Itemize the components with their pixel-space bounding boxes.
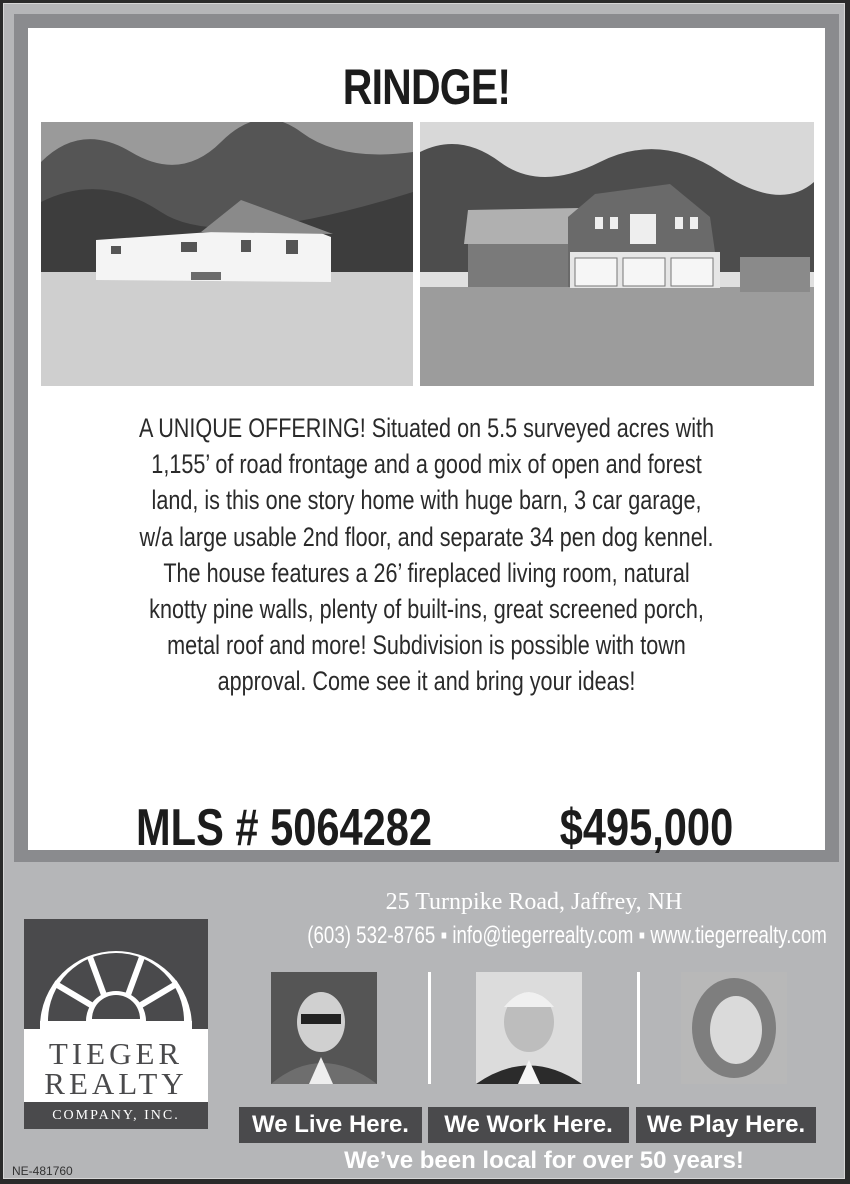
listing-panel [14, 14, 839, 862]
mls-price-row [28, 798, 825, 858]
divider [637, 972, 640, 1084]
phone-number[interactable]: (603) 532-8765 [307, 922, 436, 949]
ad-id: NE-481760 [12, 1164, 73, 1178]
listing-card [28, 28, 825, 857]
house-photo [41, 122, 413, 386]
slogan-work: We Work Here. [428, 1107, 629, 1143]
description-line: knotty pine walls, plenty of built-ins, great screened porch, [149, 594, 704, 625]
description-line: land, is this one story home with huge barn, 3 car garage, [151, 485, 702, 516]
mls-number: MLS # 5064282 [135, 799, 432, 857]
divider [428, 972, 431, 1084]
price: $495,000 [559, 799, 733, 857]
description-line: metal roof and more! Subdivision is possible with town [167, 630, 686, 661]
description-line: The house features a 26’ fireplaced living room, natural [163, 557, 690, 588]
ad-frame [3, 3, 845, 1179]
logo-line-2: REALTY [44, 1066, 188, 1101]
description-line: A UNIQUE OFFERING! Situated on 5.5 surveyed acres with [138, 413, 715, 443]
email-link[interactable]: info@tiegerrealty.com [452, 922, 634, 949]
listing-description [48, 410, 805, 700]
description-line: 1,155’ of road frontage and a good mix of open and forest [151, 449, 702, 480]
agent-photo-3 [681, 972, 787, 1084]
website-link[interactable]: www.tiegerrealty.com [650, 922, 827, 949]
logo-window-graphic [24, 919, 208, 1029]
logo-line-3: COMPANY, INC. [24, 1102, 208, 1129]
listing-title: RINDGE! [342, 59, 511, 115]
separator: ▪ [633, 922, 651, 949]
barn-photo [420, 122, 814, 386]
agent-photo-1 [271, 972, 377, 1084]
logo-line-1: TIEGER [48, 1036, 184, 1071]
separator: ▪ [435, 922, 453, 949]
agent-photo-2 [476, 972, 582, 1084]
office-address: 25 Turnpike Road, Jaffrey, NH [385, 889, 683, 915]
contact-line [234, 922, 834, 950]
slogan-play: We Play Here. [636, 1107, 816, 1143]
slogan-live: We Live Here. [239, 1107, 422, 1143]
tieger-realty-logo [24, 919, 208, 1129]
description-line: w/a large usable 2nd floor, and separate 34 pen dog kennel. [139, 521, 714, 552]
tagline: We’ve been local for over 50 years! [344, 1147, 744, 1174]
logo-wordmark [24, 1029, 208, 1102]
description-line: approval. Come see it and bring your ideas! [217, 666, 636, 697]
